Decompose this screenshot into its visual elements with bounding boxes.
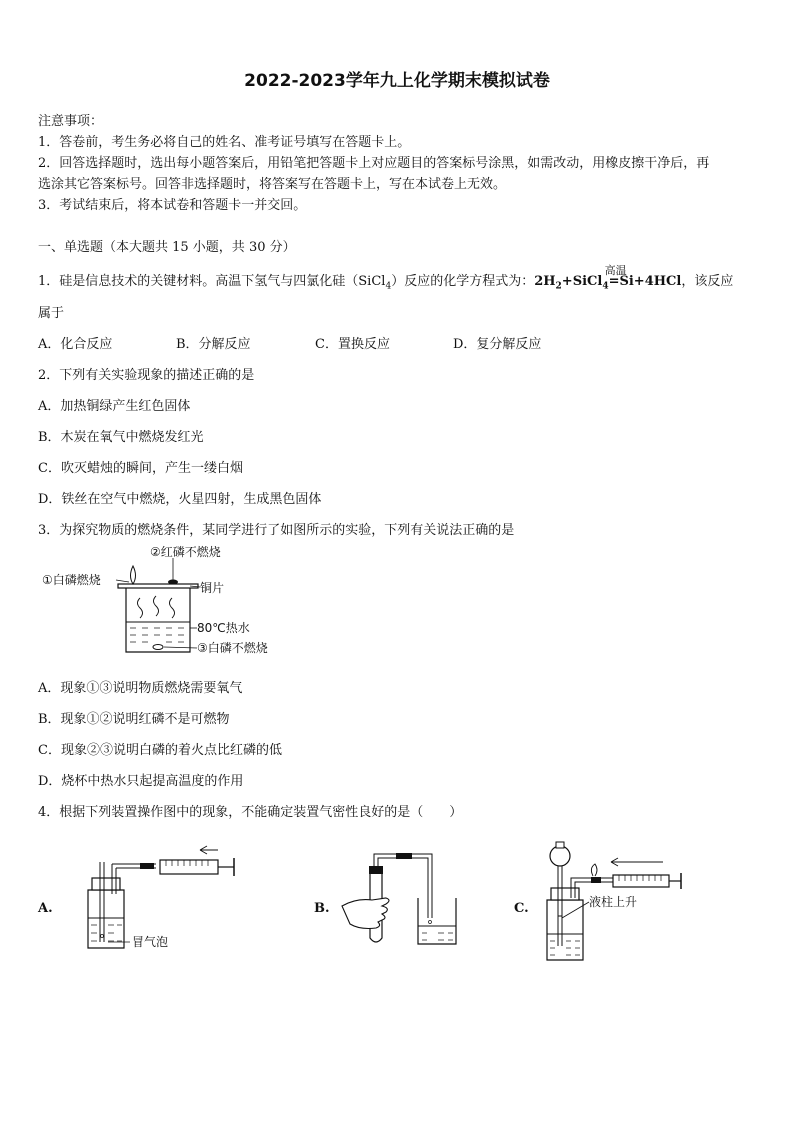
q1-option-b[interactable]: B．分解反应: [176, 337, 251, 352]
fig-label: ②红磷不燃烧: [150, 545, 221, 559]
beaker: [126, 588, 190, 652]
combustion-experiment-figure: [40, 540, 290, 662]
flame-icon: [131, 566, 136, 584]
copper-plate: [118, 584, 198, 588]
q2-option-c[interactable]: C．吹灭蜡烛的瞬间，产生一缕白烟: [38, 461, 243, 476]
q2-stem: 2．下列有关实验现象的描述正确的是: [38, 368, 255, 383]
fig-label: 液柱上升: [589, 895, 638, 909]
fig-label: 80℃热水: [197, 621, 250, 635]
q1-condition: 高温: [604, 264, 627, 277]
fig-c-letter[interactable]: C.: [514, 901, 529, 916]
notice-item: 选涂其它答案标号。回答非选择题时，将答案写在答题卡上，写在本试卷上无效。: [38, 177, 507, 192]
section-heading: 一、单选题（本大题共 15 小题，共 30 分）: [38, 240, 296, 255]
q1-option-a[interactable]: A．化合反应: [38, 337, 113, 352]
fig-label: 铜片: [200, 581, 225, 595]
notice-item: 3．考试结束后，将本试卷和答题卡一并交回。: [38, 198, 307, 213]
bottle: [88, 890, 124, 948]
q3-stem: 3．为探究物质的燃烧条件，某同学进行了如图所示的实验，下列有关说法正确的是: [38, 523, 515, 538]
fig-b-letter[interactable]: B.: [314, 901, 330, 916]
q1-stem-wrap: 属于: [38, 306, 65, 321]
syringe: [613, 875, 669, 887]
red-phosphorus: [168, 580, 178, 585]
apparatus-c-figure: [535, 838, 695, 968]
q3-option-c[interactable]: C．现象②③说明白磷的着火点比红磷的低: [38, 743, 282, 758]
syringe: [160, 860, 218, 874]
apparatus-b-figure: [338, 848, 478, 953]
apparatus-a-figure: [68, 838, 248, 958]
q1-stem: 1．硅是信息技术的关键材料。高温下氢气与四氯化硅（SiCl$_4$）反应的化学方程式为：$2H_2+SiCl_4$ 高温 =Si+4HCl，该反应: [38, 264, 734, 292]
water-lines: [130, 628, 184, 642]
fig-label: ①白磷燃烧: [42, 573, 101, 587]
clamp-icon: [591, 864, 597, 876]
page-title: 2022-2023学年九上化学期末模拟试卷: [244, 71, 550, 91]
notice-item: 1．答卷前，考生务必将自己的姓名、准考证号填写在答题卡上。: [38, 135, 411, 150]
white-phosphorus: [153, 645, 163, 650]
q2-option-d[interactable]: D．铁丝在空气中燃烧，火星四射，生成黑色固体: [38, 492, 322, 507]
q2-option-b[interactable]: B．木炭在氧气中燃烧发红光: [38, 430, 204, 445]
fig-label: ③白磷不燃烧: [197, 641, 268, 655]
q3-option-a[interactable]: A．现象①③说明物质燃烧需要氧气: [38, 681, 243, 696]
q3-option-b[interactable]: B．现象①②说明红磷不是可燃物: [38, 712, 230, 727]
q1-option-d[interactable]: D．复分解反应: [453, 337, 542, 352]
q1-option-c[interactable]: C．置换反应: [315, 337, 390, 352]
fig-a-letter[interactable]: A.: [38, 901, 53, 916]
funnel: [550, 846, 570, 866]
q2-option-a[interactable]: A．加热铜绿产生红色固体: [38, 399, 191, 414]
beaker: [418, 898, 456, 944]
q3-option-d[interactable]: D．烧杯中热水只起提高温度的作用: [38, 774, 244, 789]
notice-item: 2．回答选择题时，选出每小题答案后，用铅笔把答题卡上对应题目的答案标号涂黑，如需改动，用橡皮擦干净后，再: [38, 156, 710, 171]
q4-stem: 4．根据下列装置操作图中的现象，不能确定装置气密性良好的是（ ）: [38, 805, 463, 820]
q1-equation: $2H_2+SiCl_4$ 高温 =Si+4HCl: [534, 264, 682, 292]
notice-heading: 注意事项：: [38, 114, 104, 129]
fig-label: 冒气泡: [132, 935, 169, 949]
